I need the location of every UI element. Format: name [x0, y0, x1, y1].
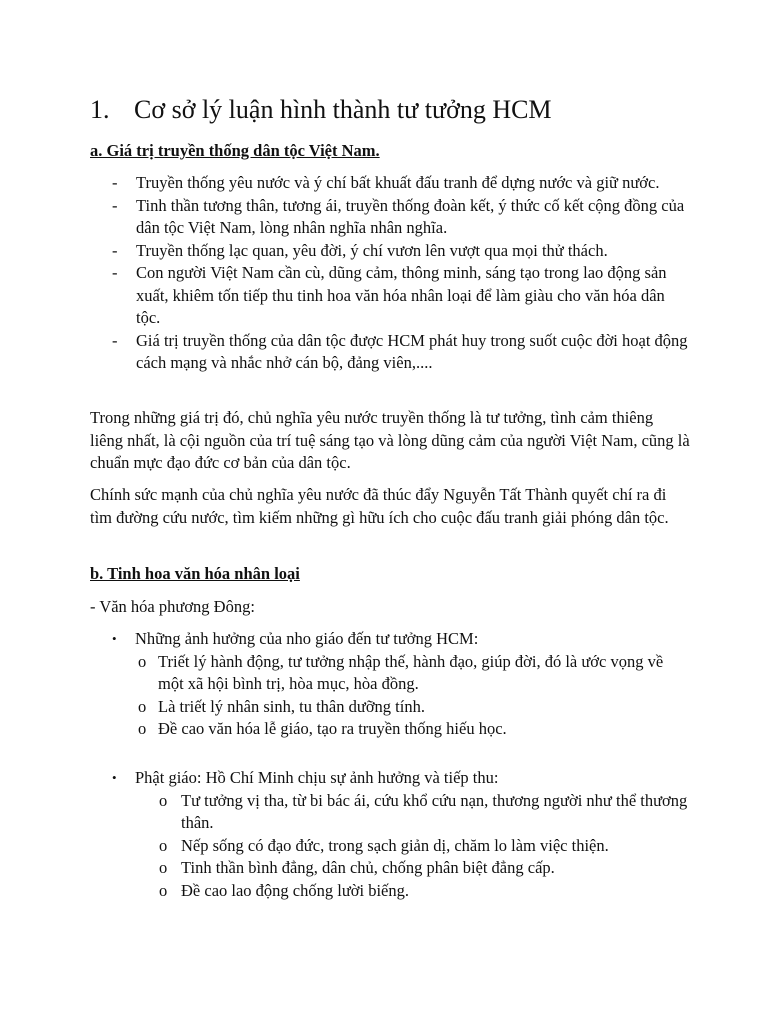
bullet-marker: •	[112, 631, 117, 646]
eastern-culture-intro: - Văn hóa phương Đông:	[90, 597, 255, 616]
paragraph-strength: Chính sức mạnh của chủ nghĩa yêu nước đã thúc đẩy Nguyễn Tất Thành quyết chí ra đi tìm đường cứu nước, tìm kiếm những gì hữu ích cho cuộc đấu tranh giải phóng dân tộc.	[90, 485, 669, 527]
list-item-text: Truyền thống lạc quan, yêu đời, ý chí vươn lên vượt qua mọi thử thách.	[136, 240, 608, 260]
sub-list-item	[90, 696, 690, 719]
sub-list-item	[90, 651, 690, 696]
circle-marker: o	[159, 835, 168, 855]
subsection-b-title: b. Tinh hoa văn hóa nhân loại	[90, 564, 300, 583]
list-item	[90, 195, 690, 240]
sub-list-item-text: Triết lý hành động, tư tưởng nhập thế, hành đạo, giúp đời, đó là ước vọng về một xã hội bình trị, hòa mục, hòa đồng.	[158, 651, 664, 693]
sub-list-item	[90, 880, 690, 903]
bullet-marker: •	[112, 770, 117, 785]
sub-list-item-text: Tư tưởng vị tha, từ bi bác ái, cứu khổ cứu nạn, thương người như thể thương thân.	[181, 790, 688, 832]
heading-title: Cơ sở lý luận hình thành tư tưởng HCM	[134, 95, 552, 124]
circle-marker: o	[159, 880, 168, 900]
buddhism-sublist	[90, 790, 690, 903]
dash-marker: -	[112, 195, 118, 215]
subsection-a-title: a. Giá trị truyền thống dân tộc Việt Nam.	[90, 141, 380, 160]
sub-list-item-text: Là triết lý nhân sinh, tu thân dưỡng tính.	[158, 696, 425, 716]
list-item	[90, 330, 690, 375]
sub-list-item	[90, 790, 690, 835]
confucianism-sublist	[90, 651, 690, 741]
list-item	[90, 262, 690, 330]
list-item-text: Tinh thần tương thân, tương ái, truyền thống đoàn kết, ý thức cố kết cộng đồng của dân tộc Việt Nam, lòng nhân nghĩa nhân nghĩa.	[136, 195, 685, 237]
bullet-label: Phật giáo: Hồ Chí Minh chịu sự ảnh hưởng và tiếp thu:	[135, 768, 499, 787]
list-item	[90, 172, 690, 195]
sub-list-item-text: Nếp sống có đạo đức, trong sạch giản dị, chăm lo làm việc thiện.	[181, 835, 609, 855]
bullet-item	[90, 767, 690, 790]
list-item-text: Giá trị truyền thống của dân tộc được HCM phát huy trong suốt cuộc đời hoạt động cách mạng và nhắc nhở cán bộ, đảng viên,....	[136, 330, 688, 372]
heading-number: 1.	[90, 95, 110, 124]
circle-marker: o	[138, 651, 147, 671]
paragraph-patriotism: Trong những giá trị đó, chủ nghĩa yêu nước truyền thống là tư tưởng, tình cảm thiêng liêng nhất, là cội nguồn của trí tuệ sáng tạo và lòng dũng cảm của người Việt Nam, cũng là chuẩn mực đạo đức cơ bản của dân tộc.	[90, 408, 690, 472]
sub-list-item	[90, 835, 690, 858]
dash-marker: -	[112, 330, 118, 350]
tradition-list	[90, 172, 690, 375]
dash-marker: -	[112, 263, 118, 282]
bullet-label: Những ảnh hưởng của nho giáo đến tư tưởng HCM:	[135, 629, 479, 648]
circle-marker: o	[159, 858, 168, 877]
section-heading	[90, 93, 552, 127]
confucianism-block	[90, 628, 690, 741]
list-item	[90, 240, 690, 263]
dash-marker: -	[112, 240, 118, 260]
list-item-text: Con người Việt Nam cần cù, dũng cảm, thông minh, sáng tạo trong lao động sản xuất, khiêm tốn tiếp thu tinh hoa văn hóa nhân loại để làm giàu cho văn hóa dân tộc.	[136, 263, 667, 327]
sub-list-item	[90, 718, 690, 741]
bullet-item	[90, 628, 690, 651]
buddhism-block	[90, 767, 690, 902]
sub-list-item	[90, 857, 690, 880]
sub-list-item-text: Đề cao lao động chống lười biếng.	[181, 880, 409, 900]
circle-marker: o	[159, 790, 168, 810]
circle-marker: o	[138, 719, 147, 738]
sub-list-item-text: Tinh thần bình đẳng, dân chủ, chống phân biệt đẳng cấp.	[181, 858, 555, 877]
sub-list-item-text: Đề cao văn hóa lễ giáo, tạo ra truyền thống hiếu học.	[158, 719, 507, 738]
list-item-text: Truyền thống yêu nước và ý chí bất khuất đấu tranh để dựng nước và giữ nước.	[136, 173, 660, 192]
dash-marker: -	[112, 173, 118, 192]
circle-marker: o	[138, 696, 147, 716]
